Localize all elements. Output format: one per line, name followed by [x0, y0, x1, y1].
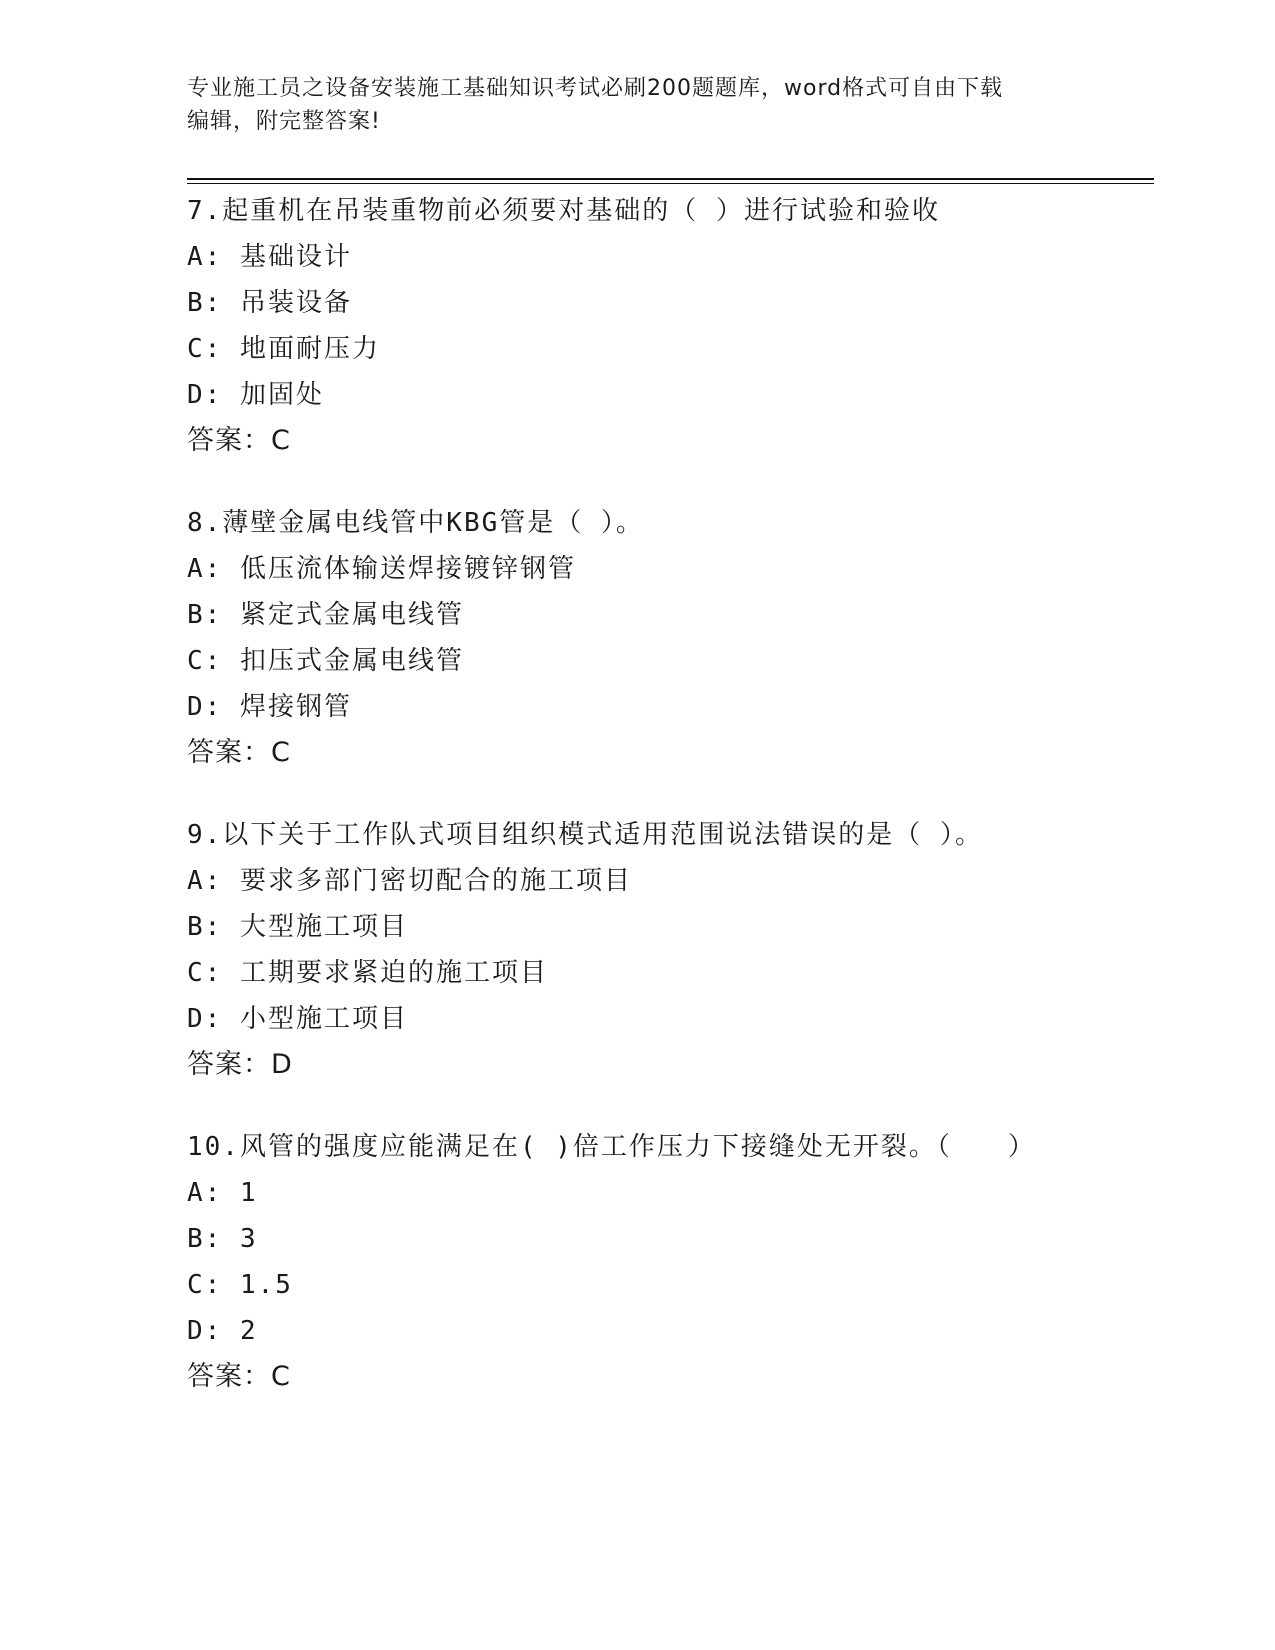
option-text: 紧定式金属电线管: [239, 600, 464, 630]
option-key: B:: [187, 288, 223, 318]
question-10: [187, 1124, 1147, 1400]
option-c: [187, 1262, 1147, 1308]
option-d: [187, 1308, 1147, 1354]
option-key: D:: [187, 1004, 223, 1034]
option-key: B:: [187, 912, 223, 942]
option-text: 基础设计: [239, 242, 352, 272]
question-stem: 9.以下关于工作队式项目组织模式适用范围说法错误的是（ ）。: [187, 820, 983, 850]
answer-line: 答案：C: [187, 425, 291, 456]
question-list: [187, 188, 1147, 1436]
header-divider-thick: [187, 178, 1154, 180]
option-text: 扣压式金属电线管: [239, 646, 464, 676]
option-key: A:: [187, 554, 223, 584]
option-text: 低压流体输送焊接镀锌钢管: [239, 554, 576, 584]
option-text: 焊接钢管: [239, 692, 352, 722]
option-a: [187, 1170, 1147, 1216]
answer-line: 答案：C: [187, 737, 291, 768]
option-a: [187, 858, 1147, 904]
question-stem: 7.起重机在吊装重物前必须要对基础的（ ）进行试验和验收: [187, 196, 940, 226]
option-text: 要求多部门密切配合的施工项目: [239, 866, 632, 896]
answer-line: 答案：C: [187, 1361, 291, 1392]
document-header: [187, 72, 1067, 138]
option-text: 3: [239, 1224, 258, 1254]
option-text: 1: [239, 1178, 258, 1208]
option-d: [187, 372, 1147, 418]
question-8: [187, 500, 1147, 776]
header-line-1: 专业施工员之设备安装施工基础知识考试必刷200题题库，word格式可自由下载: [187, 76, 1004, 101]
option-key: B:: [187, 600, 223, 630]
header-line-2: 编辑，附完整答案!: [187, 109, 381, 134]
option-c: [187, 326, 1147, 372]
question-7: [187, 188, 1147, 464]
option-key: C:: [187, 334, 223, 364]
option-key: D:: [187, 1316, 223, 1346]
option-c: [187, 638, 1147, 684]
option-text: 工期要求紧迫的施工项目: [239, 958, 548, 988]
option-key: D:: [187, 692, 223, 722]
option-text: 加固处: [239, 380, 324, 410]
option-key: C:: [187, 1270, 223, 1300]
option-d: [187, 996, 1147, 1042]
option-a: [187, 234, 1147, 280]
option-b: [187, 592, 1147, 638]
option-key: A:: [187, 1178, 223, 1208]
answer-line: 答案：D: [187, 1049, 293, 1080]
option-text: 2: [239, 1316, 258, 1346]
option-key: A:: [187, 866, 223, 896]
option-b: [187, 280, 1147, 326]
question-9: [187, 812, 1147, 1088]
option-text: 小型施工项目: [239, 1004, 408, 1034]
option-key: B:: [187, 1224, 223, 1254]
option-d: [187, 684, 1147, 730]
question-stem: 10.风管的强度应能满足在( )倍工作压力下接缝处无开裂。（ ）: [187, 1132, 1036, 1162]
option-b: [187, 904, 1147, 950]
header-divider-thin: [187, 183, 1154, 184]
option-key: C:: [187, 958, 223, 988]
option-key: A:: [187, 242, 223, 272]
option-text: 大型施工项目: [239, 912, 408, 942]
option-text: 地面耐压力: [239, 334, 380, 364]
option-key: D:: [187, 380, 223, 410]
option-a: [187, 546, 1147, 592]
option-c: [187, 950, 1147, 996]
option-text: 1.5: [239, 1270, 293, 1300]
question-stem: 8.薄壁金属电线管中KBG管是（ ）。: [187, 508, 644, 538]
option-b: [187, 1216, 1147, 1262]
option-text: 吊装设备: [239, 288, 352, 318]
option-key: C:: [187, 646, 223, 676]
